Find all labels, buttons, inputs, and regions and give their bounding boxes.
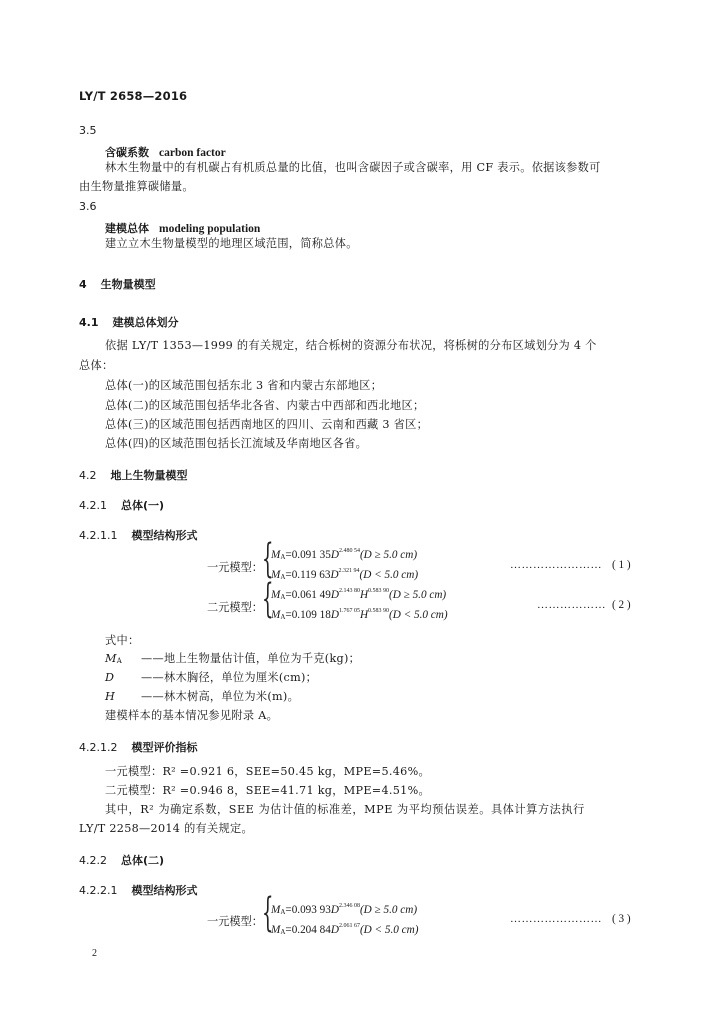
section-heading-4 [79, 273, 156, 292]
term-3-6 [105, 217, 260, 236]
equation-number: ( 2 ) [612, 599, 631, 611]
equation-line: MA=0.119 $63D^{2.321 94}(D < 5.0$ cm) [271, 568, 419, 581]
heading-title: 模型结构形式 [131, 884, 198, 897]
equation-line: MA=0.204 $84D^{2.061 67}(D < 5.0$ cm) [271, 923, 419, 936]
metrics-line: 二元模型：R² =0.946 8，SEE=41.71 kg，MPE=4.51%。 [105, 784, 430, 797]
equation-label: 一元模型： [207, 561, 263, 574]
heading-number: 4.2.1 [79, 499, 107, 512]
heading-title: 建模总体划分 [112, 316, 179, 329]
clause-number-3-6: 3.6 [79, 200, 97, 213]
list-item: 总体(二)的区域范围包括华北各省、内蒙古中西部和西北地区； [105, 399, 425, 412]
paragraph-line: 依据 LY/T 1353—1999 的有关规定，结合栎树的资源分布状况，将栎树的分布区域划分为 4 个 [105, 339, 597, 352]
left-brace-icon: { [262, 536, 274, 582]
equation-line: MA=0.061 $49D^{2.143 80}H^{0.583 90}(D \ge 5.0$ cm) [271, 588, 447, 601]
heading-number: 4.2.2 [79, 854, 107, 867]
heading-number: 4.2 [79, 469, 97, 482]
appendix-note: 建模样本的基本情况参见附录 A。 [105, 709, 279, 722]
heading-title: 总体(二) [121, 854, 165, 867]
term-en: modeling population [159, 223, 261, 235]
metrics-line: 一元模型：R² =0.921 6，SEE=50.45 kg，MPE=5.46%。 [105, 765, 430, 778]
variable-definition: D ——林木胸径，单位为厘米(cm)； [105, 671, 318, 684]
metrics-note: 其中，R² 为确定系数，SEE 为估计值的标准差，MPE 为平均预估误差。具体计算方法执行 [105, 803, 585, 816]
variable-definition: H ——林木树高，单位为米(m)。 [105, 690, 300, 703]
heading-number: 4.2.1.2 [79, 741, 118, 754]
equation-label: 二元模型： [207, 601, 263, 614]
list-item: 总体(四)的区域范围包括长江流域及华南地区各省。 [105, 437, 368, 450]
definition-line: 由生物量推算碳储量。 [79, 180, 194, 193]
term-cn: 建模总体 [105, 222, 149, 235]
equation-line: MA=0.109 $18D^{1.767 05}H^{0.583 90}(D < 5.0$ cm) [271, 608, 448, 621]
term-cn: 含碳系数 [105, 146, 149, 159]
left-brace-icon: { [262, 890, 274, 936]
heading-title: 生物量模型 [100, 278, 156, 291]
equation-line: MA=0.093 $93D^{2.346 08}(D \ge 5.0$ cm) [271, 903, 418, 916]
term-3-5 [105, 141, 226, 160]
term-en: carbon factor [159, 147, 226, 159]
section-heading-4-2-1-2 [79, 736, 197, 755]
paragraph-line: 总体： [79, 359, 114, 372]
equation-line: MA=0.091 $35D^{2.480 54}(D \ge 5.0$ cm) [271, 548, 418, 561]
heading-number: 4.2.2.1 [79, 884, 118, 897]
list-item: 总体(一)的区域范围包括东北 3 省和内蒙古东部地区； [105, 379, 383, 392]
standard-code: LY/T 2658—2016 [79, 89, 188, 103]
list-item: 总体(三)的区域范围包括西南地区的四川、云南和西藏 3 省区； [105, 418, 429, 431]
section-heading-4-2-1-1 [79, 524, 197, 543]
definition-line: 林木生物量中的有机碳占有机质总量的比值，也叫含碳因子或含碳率，用 CF 表示。依据该参数可 [105, 161, 601, 174]
section-heading-4-2-2-1 [79, 879, 197, 898]
left-brace-icon: { [262, 576, 274, 622]
section-heading-4-2 [79, 464, 188, 483]
heading-number: 4.2.1.1 [79, 529, 118, 542]
section-heading-4-2-2 [79, 849, 164, 868]
section-heading-4-1 [79, 311, 179, 330]
heading-title: 地上生物量模型 [110, 469, 188, 482]
page-number: 2 [92, 948, 97, 959]
heading-title: 总体(一) [121, 499, 165, 512]
heading-title: 模型结构形式 [131, 529, 198, 542]
variable-definition: MA ——地上生物量估计值，单位为千克(kg)； [105, 652, 361, 665]
heading-number: 4.1 [79, 316, 99, 329]
heading-number: 4 [79, 278, 87, 291]
leader-dots: …………………… [510, 913, 602, 925]
heading-title: 模型评价指标 [131, 741, 198, 754]
equation-number: ( 3 ) [612, 913, 631, 925]
equation-label: 一元模型： [207, 915, 263, 928]
equation-number: ( 1 ) [612, 559, 631, 571]
definition-line: 建立立木生物量模型的地理区域范围，简称总体。 [105, 237, 358, 250]
where-label: 式中： [105, 634, 140, 647]
section-heading-4-2-1 [79, 494, 164, 513]
clause-number-3-5: 3.5 [79, 124, 97, 137]
leader-dots: …………………… [510, 559, 602, 571]
metrics-note: LY/T 2258—2014 的有关规定。 [79, 822, 253, 835]
leader-dots: ……………… [537, 599, 606, 611]
